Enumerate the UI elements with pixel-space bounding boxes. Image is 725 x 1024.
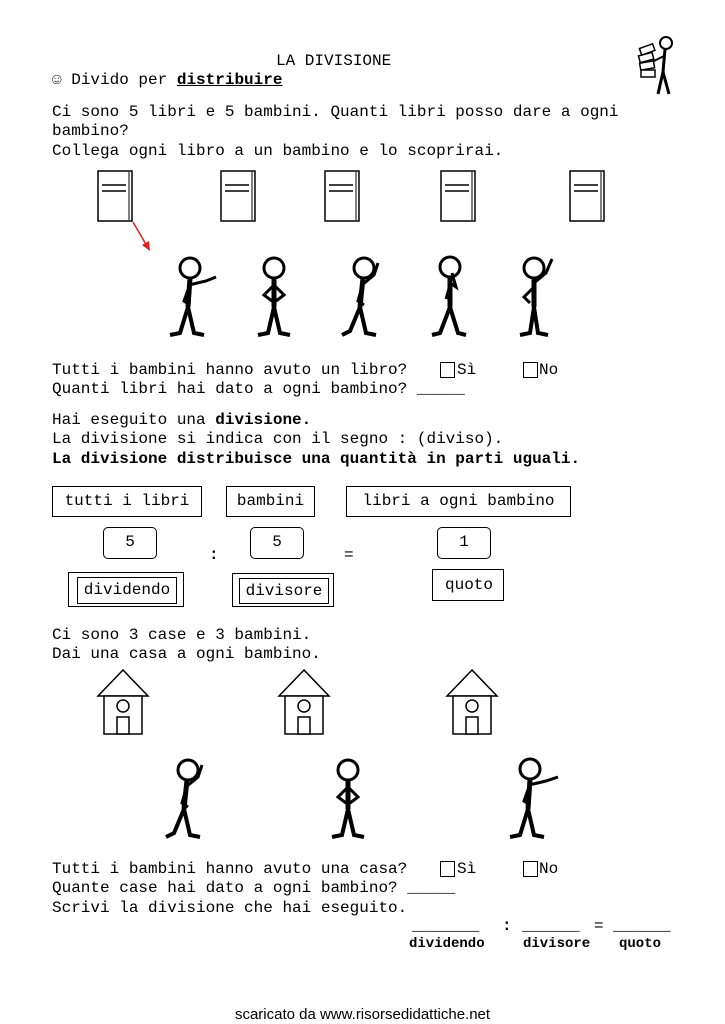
keyword-divisione: divisione. (215, 411, 312, 429)
book-icon[interactable] (568, 170, 606, 222)
quotient-value: 1 (437, 527, 491, 559)
label-all-books: tutti i libri (52, 486, 202, 517)
book-icon[interactable] (219, 170, 257, 222)
explanation-line2: La divisione si indica con il segno : (diviso). (52, 430, 504, 448)
answer-equals-sign: = (594, 917, 604, 935)
no-checkbox[interactable] (523, 861, 538, 877)
book-icon[interactable] (96, 170, 134, 222)
divisor-term: divisore (239, 578, 329, 604)
subtitle: ☺ Divido per distribuire (52, 71, 283, 89)
section2-line1: Ci sono 3 case e 3 bambini. (52, 626, 312, 644)
explanation-rule: La divisione distribuisce una quantità in parti uguali. (52, 450, 581, 468)
section1-line1: Ci sono 5 libri e 5 bambini. Quanti libri posso dare a ogni (52, 103, 619, 121)
dividend-term: dividendo (77, 577, 177, 604)
instruction-write-division: Scrivi la divisione che hai eseguito. (52, 899, 408, 917)
yes-label: Sì (457, 860, 477, 878)
answer-divisor-blank[interactable]: ______ (522, 917, 580, 935)
question-houses-per-child: Quante case hai dato a ogni bambino? _____ (52, 879, 456, 897)
stick-figure-carrying-books-icon (636, 34, 678, 96)
footer-source: scaricato da www.risorsedidattiche.net (234, 1006, 491, 1023)
book-icon[interactable] (439, 170, 477, 222)
divide-sign: : (209, 546, 219, 564)
no-checkbox[interactable] (523, 362, 538, 378)
house-icon[interactable] (277, 668, 331, 736)
section2-line2: Dai una casa a ogni bambino. (52, 645, 321, 663)
yes-checkbox[interactable] (440, 362, 455, 378)
question-got-house: Tutti i bambini hanno avuto una casa? (52, 860, 408, 878)
question-got-book: Tutti i bambini hanno avuto un libro? (52, 361, 408, 379)
keyword-distribuire: distribuire (176, 71, 283, 89)
divisor-term-box (232, 573, 334, 607)
answer-dividend-blank[interactable]: _______ (412, 917, 480, 935)
house-icon[interactable] (96, 668, 150, 736)
label-books-per-child: libri a ogni bambino (346, 486, 571, 517)
divisor-value: 5 (250, 527, 304, 559)
answer-divide-sign: : (502, 917, 512, 935)
quotient-term-box (432, 569, 504, 601)
answer-label-divisor: divisore (523, 936, 591, 952)
child-figure-icon[interactable] (326, 757, 372, 841)
yes-label: Sì (457, 361, 477, 379)
quotient-term: quoto (437, 572, 501, 598)
dividend-value: 5 (103, 527, 157, 559)
question-books-per-child: Quanti libri hai dato a ogni bambino? _____ (52, 380, 465, 398)
explanation-line1: Hai eseguito una divisione. (52, 411, 312, 429)
child-figure-icon[interactable] (506, 755, 568, 841)
no-label: No (539, 860, 559, 878)
child-figure-icon[interactable] (512, 255, 558, 339)
equals-sign: = (344, 546, 354, 564)
answer-quotient-blank[interactable]: ______ (613, 917, 671, 935)
smiley-icon: ☺ (52, 71, 62, 89)
child-figure-icon[interactable] (252, 255, 298, 339)
section1-line3: Collega ogni libro a un bambino e lo scoprirai. (52, 142, 504, 160)
answer-label-quotient: quoto (619, 936, 662, 952)
book-icon[interactable] (323, 170, 361, 222)
no-label: No (539, 361, 559, 379)
dividend-term-box (68, 572, 184, 607)
answer-label-dividend: dividendo (409, 936, 485, 952)
section1-line2: bambino? (52, 122, 129, 140)
page-title: LA DIVISIONE (276, 52, 392, 70)
child-figure-icon[interactable] (338, 255, 388, 339)
yes-checkbox[interactable] (440, 861, 455, 877)
child-figure-icon[interactable] (428, 253, 474, 339)
child-figure-icon[interactable] (162, 757, 212, 841)
connecting-arrow-icon (130, 220, 154, 252)
house-icon[interactable] (445, 668, 499, 736)
label-children: bambini (226, 486, 315, 517)
child-figure-icon[interactable] (166, 255, 226, 339)
